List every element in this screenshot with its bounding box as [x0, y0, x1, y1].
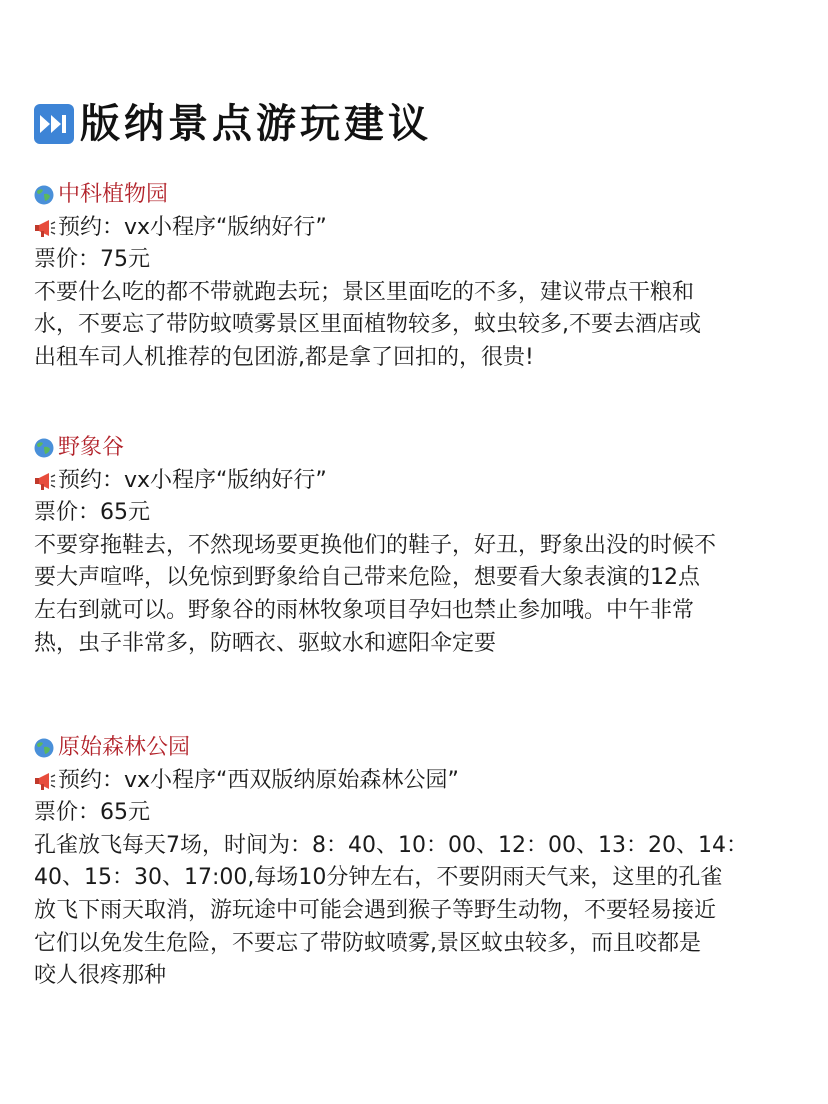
description-line: 40、15：30、17:00,每场10分钟左右，不要阴雨天气来，这里的孔雀 — [34, 865, 723, 891]
description-line: 热，虫子非常多，防晒衣、驱蚊水和遮阳伞定要 — [34, 630, 497, 656]
booking-text: 预约：vx小程序“西双版纳原始森林公园” — [58, 767, 459, 793]
megaphone-icon — [34, 771, 56, 791]
booking-text: 预约：vx小程序“版纳好行” — [58, 467, 327, 493]
globe-icon — [34, 185, 54, 205]
globe-icon — [34, 738, 54, 758]
megaphone-icon — [34, 471, 56, 491]
section-wild-elephant-valley — [34, 432, 794, 660]
description-line: 咬人很疼那种 — [34, 963, 167, 989]
booking-line — [34, 212, 794, 245]
section-title: 原始森林公园 — [58, 735, 191, 760]
page-header — [34, 98, 432, 150]
page-title: 版纳景点游玩建议 — [80, 101, 432, 147]
description-line: 不要什么吃的都不带就跑去玩；景区里面吃的不多，建议带点干粮和 — [34, 279, 695, 305]
description-line: 水，不要忘了带防蚊喷雾景区里面植物较多，蚊虫较多,不要去酒店或 — [34, 312, 701, 338]
booking-line — [34, 465, 794, 498]
fast-forward-icon — [34, 104, 74, 144]
description-line: 不要穿拖鞋去，不然现场要更换他们的鞋子，好丑，野象出没的时候不 — [34, 532, 717, 558]
section-heading — [34, 179, 794, 212]
description-line: 左右到就可以。野象谷的雨林牧象项目孕妇也禁止参加哦。中午非常 — [34, 597, 695, 623]
section-title: 中科植物园 — [58, 182, 169, 207]
price-text: 票价：65元 — [34, 500, 150, 526]
booking-text: 预约：vx小程序“版纳好行” — [58, 214, 327, 240]
section-zhongke-botanical-garden — [34, 179, 794, 375]
description-line: 它们以免发生危险，不要忘了带防蚊喷雾,景区蚊虫较多，而且咬都是 — [34, 930, 701, 956]
globe-icon — [34, 438, 54, 458]
description-line: 出租车司人机推荐的包团游,都是拿了回扣的，很贵! — [34, 344, 534, 370]
price-text: 票价：75元 — [34, 247, 150, 273]
description-line: 孔雀放飞每天7场，时间为：8：40、10：00、12：00、13：20、14： — [34, 832, 748, 858]
price-text: 票价：65元 — [34, 800, 150, 826]
section-heading — [34, 432, 794, 465]
description-line: 要大声喧哗，以免惊到野象给自己带来危险，想要看大象表演的12点 — [34, 565, 700, 591]
booking-line — [34, 765, 794, 798]
section-primeval-forest-park — [34, 732, 794, 993]
megaphone-icon — [34, 218, 56, 238]
section-title: 野象谷 — [58, 435, 125, 460]
description-line: 放飞下雨天取消，游玩途中可能会遇到猴子等野生动物，不要轻易接近 — [34, 897, 717, 923]
section-heading — [34, 732, 794, 765]
